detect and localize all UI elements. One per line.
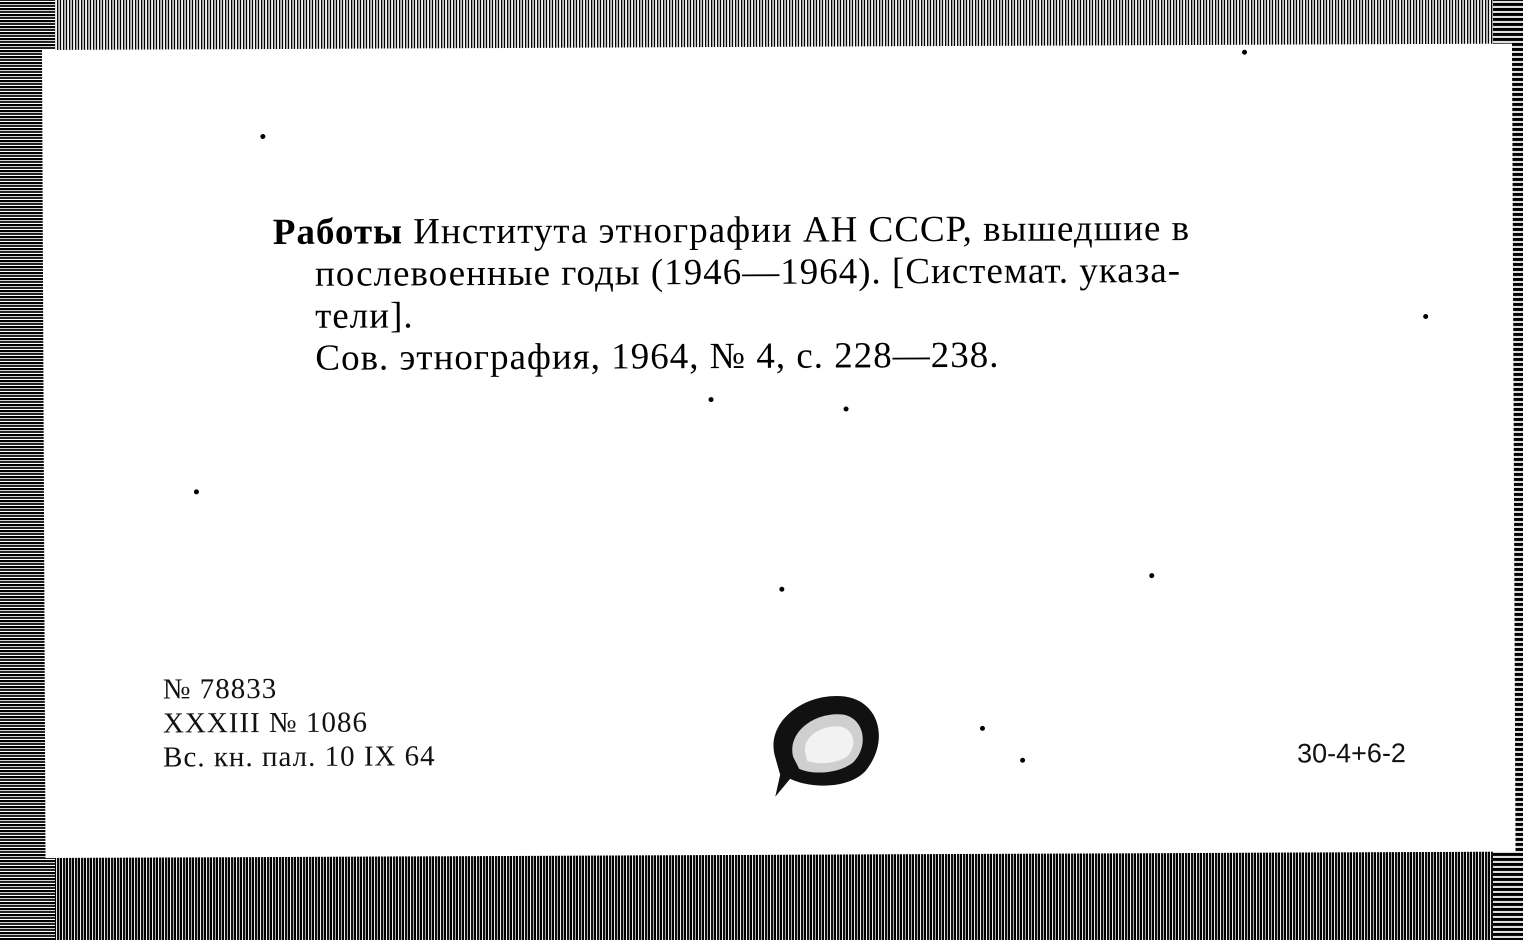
speck [1149, 573, 1154, 578]
entry-line-3: тели]. [315, 295, 414, 337]
footer-volume-number: XXXIII № 1086 [162, 706, 368, 740]
catalog-card [42, 44, 1516, 858]
speck [1020, 758, 1025, 763]
punched-hole-stain [745, 686, 885, 797]
speck [260, 134, 265, 139]
speck [980, 726, 985, 731]
entry-heading-word: Работы [272, 211, 404, 253]
entry-source-line: Сов. этнография, 1964, № 4, с. 228—238. [315, 334, 1000, 379]
speck [779, 587, 784, 592]
entry-line-1 [273, 207, 1190, 254]
entry-line-1-rest: Института этнографии АН СССР, вышедшие в [413, 207, 1191, 253]
speck [1423, 314, 1428, 319]
footer-classification-code: 30-4+6-2 [1297, 738, 1406, 769]
speck [194, 489, 199, 494]
entry-line-2: послевоенные годы (1946—1964). [Системат. указа- [314, 250, 1182, 295]
footer-chamber-date: Вс. кн. пал. 10 IX 64 [163, 740, 436, 774]
speck [1242, 50, 1247, 55]
footer-record-number: № 78833 [162, 672, 278, 706]
speck [709, 397, 714, 402]
speck [844, 406, 849, 411]
scan-noise-bottom [0, 850, 1523, 940]
